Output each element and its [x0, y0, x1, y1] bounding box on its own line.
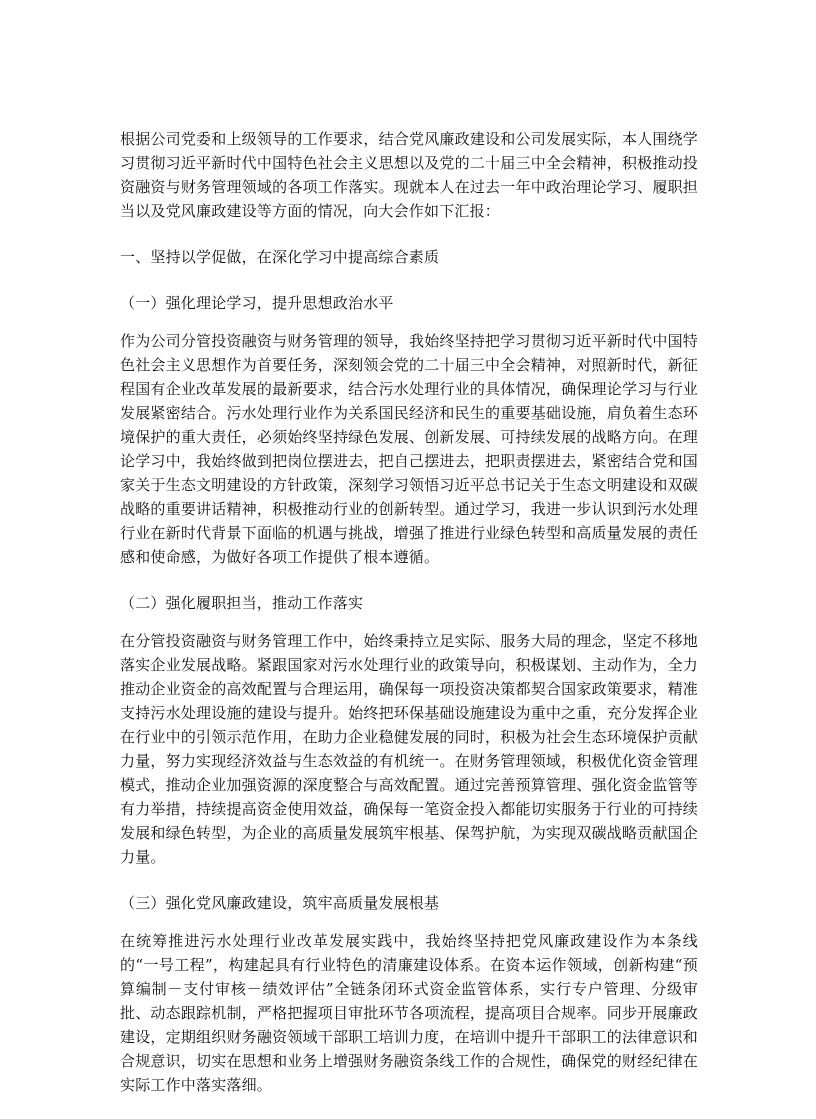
subsection-1-paragraph: 作为公司分管投资融资与财务管理的领导，我始终坚持把学习贯彻习近平新时代中国特色社会主义思想作为首要任务，深刻领会党的二十届三中全会精神，对照新时代，新征程国有企业改革发展的最新要求，结合污水处理行业的具体情况，确保理论学习与行业发展紧密结合。污水处理行业作为关系国民经济和民生的重要基础设施，肩负着生态环境保护的重大责任，必须始终坚持绿色发展、创新发展、可持续发展的战略方向。在理论学习中，我始终做到把岗位摆进去，把自己摆进去，把职责摆进去，紧密结合党和国家关于生态文明建设的方针政策，深刻学习领悟习近平总书记关于生态文明建设和双碳战略的重要讲话精神，积极推动行业的创新转型。通过学习，我进一步认识到污水处理行业在新时代背景下面临的机遇与挑战，增强了推进行业绿色转型和高质量发展的责任感和使命感，为做好各项工作提供了根本遵循。	[120, 332, 698, 566]
subsection-3-paragraph: 在统筹推进污水处理行业改革发展实践中，我始终坚持把党风廉政建设作为本条线的“一号工程”，构建起具有行业特色的清廉建设体系。在资本运作领域，创新构建“预算编制－支付审核－绩效评估”全链条闭环式资金监管体系，实行专户管理、分级审批、动态跟踪机制，严格把握项目审批环节各项流程，提高项目合规率。同步开展廉政建设，定期组织财务融资领域干部职工培训力度，在培训中提升干部职工的法律意识和合规意识，切实在思想和业务上增强财务融资条线工作的合规性，确保党的财经纪律在实际工作中落实落细。	[120, 932, 698, 1094]
intro-paragraph: 根据公司党委和上级领导的工作要求，结合党风廉政建设和公司发展实际，本人围绕学习贯彻习近平新时代中国特色社会主义思想以及党的二十届三中全会精神，积极推动投资融资与财务管理领域的各项工作落实。现就本人在过去一年中政治理论学习、履职担当以及党风廉政建设等方面的情况，向大会作如下汇报：	[120, 130, 698, 220]
subsection-3-heading: （三）强化党风廉政建设，筑牢高质量发展根基	[120, 894, 440, 912]
document-body	[120, 127, 698, 1119]
subsection-2-heading: （二）强化履职担当，推动工作落实	[120, 594, 364, 612]
subsection-2-paragraph: 在分管投资融资与财务管理工作中，始终秉持立足实际、服务大局的理念，坚定不移地落实企业发展战略。紧跟国家对污水处理行业的政策导向，积极谋划、主动作为，全力推动企业资金的高效配置与合理运用，确保每一项投资决策都契合国家政策要求，精准支持污水处理设施的建设与提升。始终把环保基础设施建设为重中之重，充分发挥企业在行业中的引领示范作用，在助力企业稳健发展的同时，积极为社会生态环境保护贡献力量，努力实现经济效益与生态效益的有机统一。在财务管理领域，积极优化资金管理模式，推动企业加强资源的深度整合与高效配置。通过完善预算管理、强化资金监管等有力举措，持续提高资金使用效益，确保每一笔资金投入都能切实服务于行业的可持续发展和绿色转型，为企业的高质量发展筑牢根基、保驾护航，为实现双碳战略贡献国企力量。	[120, 632, 698, 866]
section-1-heading: 一、坚持以学促做，在深化学习中提高综合素质	[120, 248, 440, 266]
subsection-1-heading: （一）强化理论学习，提升思想政治水平	[120, 294, 394, 312]
